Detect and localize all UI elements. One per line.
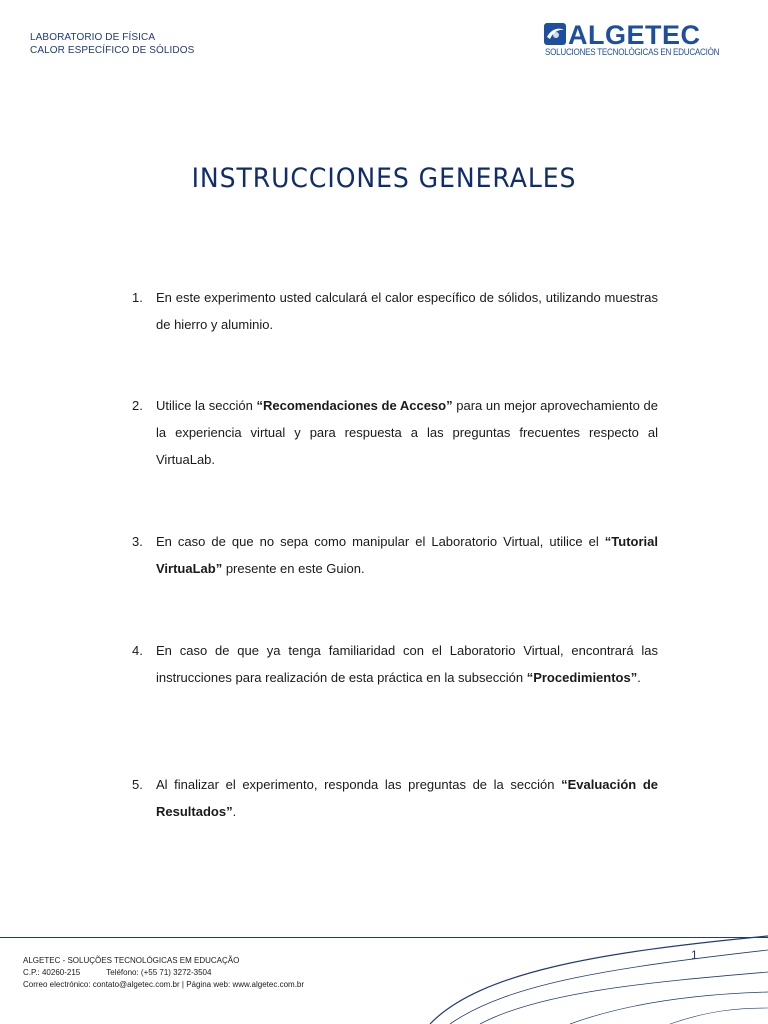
item-number: 4. [132, 643, 143, 658]
logo-tagline: SOLUCIONES TECNOLÓGICAS EN EDUCACIÓN [545, 47, 720, 57]
page-title: INSTRUCCIONES GENERALES [191, 163, 577, 194]
item-number: 2. [132, 398, 143, 413]
link-recomendaciones: “Recomendaciones de Acceso” [256, 398, 453, 413]
footer-email-web-line [23, 979, 304, 991]
footer-email: Correo electrónico: contato@algetec.com.br [23, 980, 180, 989]
algetec-logo [544, 20, 724, 64]
item-text: En caso de que ya tenga familiaridad con el Laboratorio Virtual, encontrará las instrucciones para realización de esta práctica en la subsección “Procedimientos”. [156, 643, 658, 685]
footer-web: Página web: www.algetec.com.br [186, 980, 305, 989]
logo-mark-icon [544, 23, 566, 45]
item-number: 5. [132, 777, 143, 792]
header-lab-name: LABORATORIO DE FÍSICA [30, 32, 156, 43]
footer-cp: C.P.: 40260-215 [23, 968, 81, 977]
logo-wordmark: ALGETEC [568, 20, 701, 50]
page-number: 1 [691, 948, 698, 962]
header-experiment-name: CALOR ESPECÍFICO DE SÓLIDOS [30, 45, 195, 56]
footer-contact [23, 955, 304, 991]
item-text: En caso de que no sepa como manipular el Laboratorio Virtual, utilice el “Tutorial VirtuaLab” presente en este Guion. [156, 534, 658, 576]
item-text: Al finalizar el experimento, responda las preguntas de la sección “Evaluación de Resultados”. [156, 777, 659, 819]
footer-swoosh-decoration [420, 932, 768, 1024]
link-tutorial: “Tutorial VirtuaLab” [156, 534, 658, 576]
link-procedimientos: “Procedimientos” [526, 670, 638, 685]
item-number: 3. [132, 534, 143, 549]
footer-phone: Teléfono: (+55 71) 3272-3504 [106, 968, 212, 977]
item-text: Utilice la sección “Recomendaciones de Acceso” para un mejor aprovechamiento de la experiencia virtual y para respuesta a las preguntas frecuentes respecto al VirtuaLab. [156, 398, 658, 467]
footer-cp-phone-line [23, 967, 304, 979]
header-lab-info [30, 31, 194, 57]
footer-company: ALGETEC - SOLUÇÕES TECNOLÓGICAS EM EDUCAÇÃO [23, 956, 240, 965]
item-text: En este experimento usted calculará el calor específico de sólidos, utilizando muestras de hierro y aluminio. [156, 290, 658, 332]
item-number: 1. [132, 290, 143, 305]
link-evaluacion: “Evaluación de Resultados” [156, 777, 659, 819]
footer-separator: | [181, 980, 184, 989]
